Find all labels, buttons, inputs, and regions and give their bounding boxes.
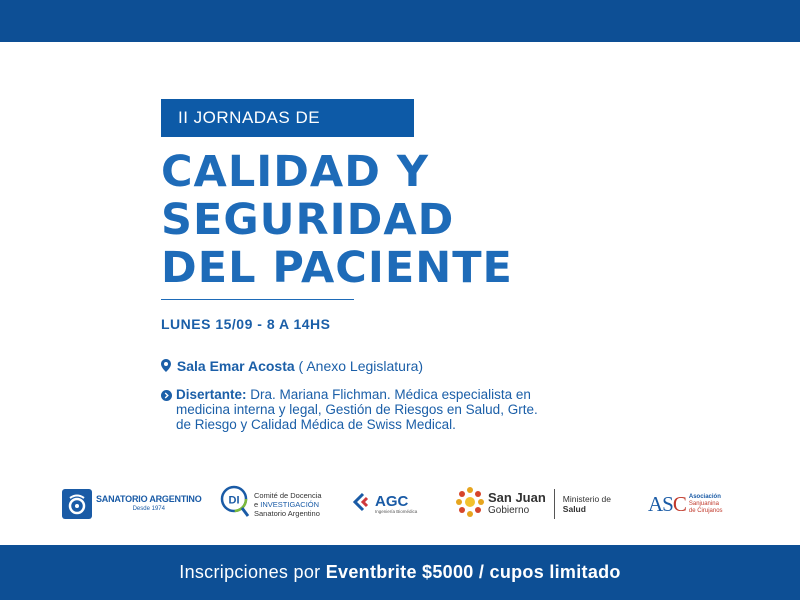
venue-name: Sala Emar Acosta [176, 358, 295, 374]
map-pin-icon [161, 359, 173, 375]
sanatorio-name: SANATORIO ARGENTINO [96, 494, 202, 504]
logo-sanatorio-argentino [62, 474, 202, 534]
comite-line-3: Sanatorio Argentino [254, 508, 320, 518]
asc-line-1: Asociación [688, 493, 721, 500]
venue-detail: ( Anexo Legislatura) [298, 358, 424, 374]
logo-agc [353, 474, 417, 534]
speaker-label: Disertante: [176, 387, 247, 402]
title-divider [161, 299, 354, 300]
san-juan-sun-icon [456, 486, 484, 523]
comite-magnifier-icon [220, 485, 250, 524]
title-line-3: DEL PACIENTE [161, 243, 513, 293]
logo-comite-docencia [220, 474, 322, 534]
top-banner [0, 0, 800, 42]
san-juan-divider [554, 489, 555, 519]
agc-name: AGC [375, 492, 409, 510]
speaker-text: Dra. Mariana Flichman. Médica especialista en medicina interna y legal, Gestión de Riesgos en Salud, Grte. de Riesgo y Calidad Médica de Swiss Medical. [176, 387, 538, 432]
san-juan-sub: Gobierno [488, 505, 530, 516]
registration-highlight: Eventbrite $5000 / cupos limitado [325, 562, 621, 582]
title-line-2: SEGURIDAD [161, 195, 455, 245]
registration-prefix: Inscripciones por [179, 562, 326, 582]
svg-text:DI: DI [228, 494, 240, 506]
event-kicker: II JORNADAS DE [161, 99, 414, 137]
event-date: LUNES 15/09 - 8 A 14HS [161, 316, 331, 332]
registration-banner [0, 545, 800, 600]
san-juan-name: San Juan [488, 490, 546, 505]
asc-line-2: Sanjuanina [688, 500, 719, 507]
comite-line-2: e INVESTIGACIÓN [254, 499, 320, 509]
logo-san-juan [456, 474, 611, 534]
agc-sub: Ingeniería Biomédica [375, 508, 418, 514]
event-speaker [161, 387, 541, 432]
chevron-right-circle-icon [161, 389, 173, 401]
ministry-line-1: Ministerio de [562, 494, 611, 504]
title-line-1: CALIDAD Y [161, 147, 430, 197]
sponsor-logos [0, 474, 800, 534]
logo-asc [648, 474, 723, 534]
asc-line-3: de Cirujanos [688, 507, 723, 514]
sanatorio-icon [62, 489, 92, 519]
asc-mark: ASC [648, 491, 686, 516]
comite-line-1: Comité de Docencia [254, 490, 322, 500]
event-location [161, 358, 423, 375]
agc-symbol-icon [353, 492, 373, 517]
sanatorio-since: Desde 1974 [132, 506, 165, 512]
event-title [161, 148, 721, 292]
ministry-line-2: Salud [562, 504, 586, 514]
